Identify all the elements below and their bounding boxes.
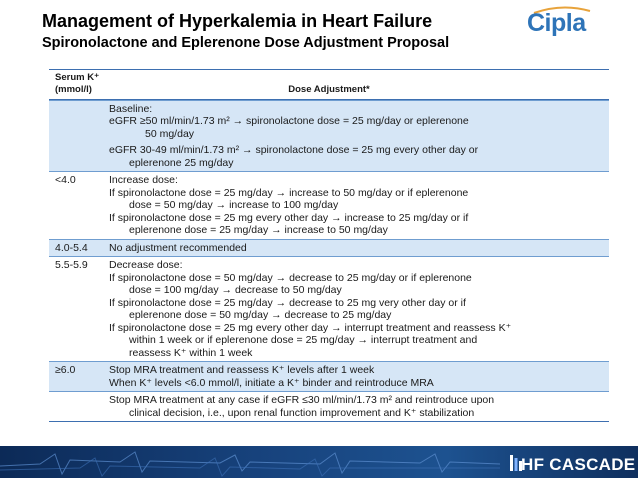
dose-line: No adjustment recommended (109, 241, 247, 254)
dose-line: Decrease dose: (109, 259, 183, 271)
dose-line: Stop MRA treatment at any case if eGFR ≤30 ml/min/1.73 m² and reintroduce upon (109, 394, 495, 406)
dose-line: When K⁺ levels <6.0 mmol/l, initiate a K⁺ binder and reintroduce MRA (109, 376, 434, 389)
dose-line: 50 mg/day (145, 127, 195, 140)
dose-cell (105, 257, 609, 361)
serum-k-cell (49, 101, 105, 172)
table-row-gte-6 (49, 361, 609, 391)
table-bottom-rule (49, 421, 609, 422)
dose-cell (105, 172, 609, 239)
table-header-row (49, 69, 609, 100)
dose-line: If spironolactone dose = 25 mg every other day → increase to 25 mg/day or if (109, 211, 469, 224)
table-row-5.5-5.9 (49, 256, 609, 361)
dose-line: reassess K⁺ within 1 week (129, 346, 253, 359)
serum-k-header-line1: Serum K⁺ (55, 72, 100, 83)
cipla-logo: Cipla (527, 9, 586, 37)
slide-title: Management of Hyperkalemia in Heart Failure (42, 11, 433, 31)
dose-adjustment-table (49, 69, 609, 422)
dose-line: eGFR 30-49 ml/min/1.73 m² → spironolactone dose = 25 mg every other day or (109, 144, 479, 156)
dose-line: If spironolactone dose = 25 mg/day → increase to 50 mg/day or if eplerenone (109, 186, 469, 199)
dose-line: eplerenone dose = 25 mg/day → increase to 50 mg/day (129, 224, 388, 236)
dose-line: within 1 week or if eplerenone dose = 25 mg/day → interrupt treatment and (129, 334, 478, 346)
hf-cascade-logo: HF CASCADE (521, 455, 636, 474)
dose-line: If spironolactone dose = 50 mg/day → decrease to 25 mg/day or if eplerenone (109, 271, 472, 284)
dose-line: dose = 50 mg/day → increase to 100 mg/day (129, 199, 339, 211)
dose-line: dose = 100 mg/day → decrease to 50 mg/day (129, 284, 342, 296)
slide-subtitle: Spironolactone and Eplerenone Dose Adjustment Proposal (42, 35, 450, 51)
serum-k-cell (49, 392, 105, 421)
dose-line: If spironolactone dose = 25 mg every other day → interrupt treatment and reassess K⁺ (109, 321, 512, 334)
table-row-stop-mra (49, 391, 609, 421)
footer-wave-lines-icon (0, 446, 500, 478)
dose-line: clinical decision, i.e., upon renal function improvement and K⁺ stabilization (129, 406, 475, 419)
dose-line: eplerenone dose = 50 mg/day → decrease to 25 mg/day (129, 309, 392, 321)
dose-line: Baseline: (109, 102, 153, 115)
dose-cell (105, 101, 609, 172)
dose-line: Stop MRA treatment and reassess K⁺ levels after 1 week (109, 364, 375, 376)
dose-line: If spironolactone dose = 25 mg/day → decrease to 25 mg very other day or if (109, 296, 466, 309)
serum-k-cell: <4.0 (55, 174, 76, 186)
table-row-baseline (49, 100, 609, 172)
dose-cell (105, 392, 609, 421)
dose-cell (105, 362, 609, 391)
table-row-4-5.4 (49, 239, 609, 257)
serum-k-header (49, 70, 105, 99)
serum-k-cell: 4.0-5.4 (55, 241, 88, 254)
dose-cell (105, 240, 609, 257)
serum-k-cell: 5.5-5.9 (55, 259, 88, 271)
dose-line: eGFR ≥50 ml/min/1.73 m² → spironolactone dose = 25 mg/day or eplerenone (109, 115, 469, 127)
serum-k-header-line2: (mmol/l) (55, 83, 92, 95)
serum-k-cell: ≥6.0 (55, 364, 76, 376)
dose-line: Increase dose: (109, 174, 178, 186)
dose-line: eplerenone 25 mg/day (129, 156, 234, 169)
table-row-lt-4 (49, 171, 609, 239)
dose-adjustment-header: Dose Adjustment* (288, 84, 370, 95)
